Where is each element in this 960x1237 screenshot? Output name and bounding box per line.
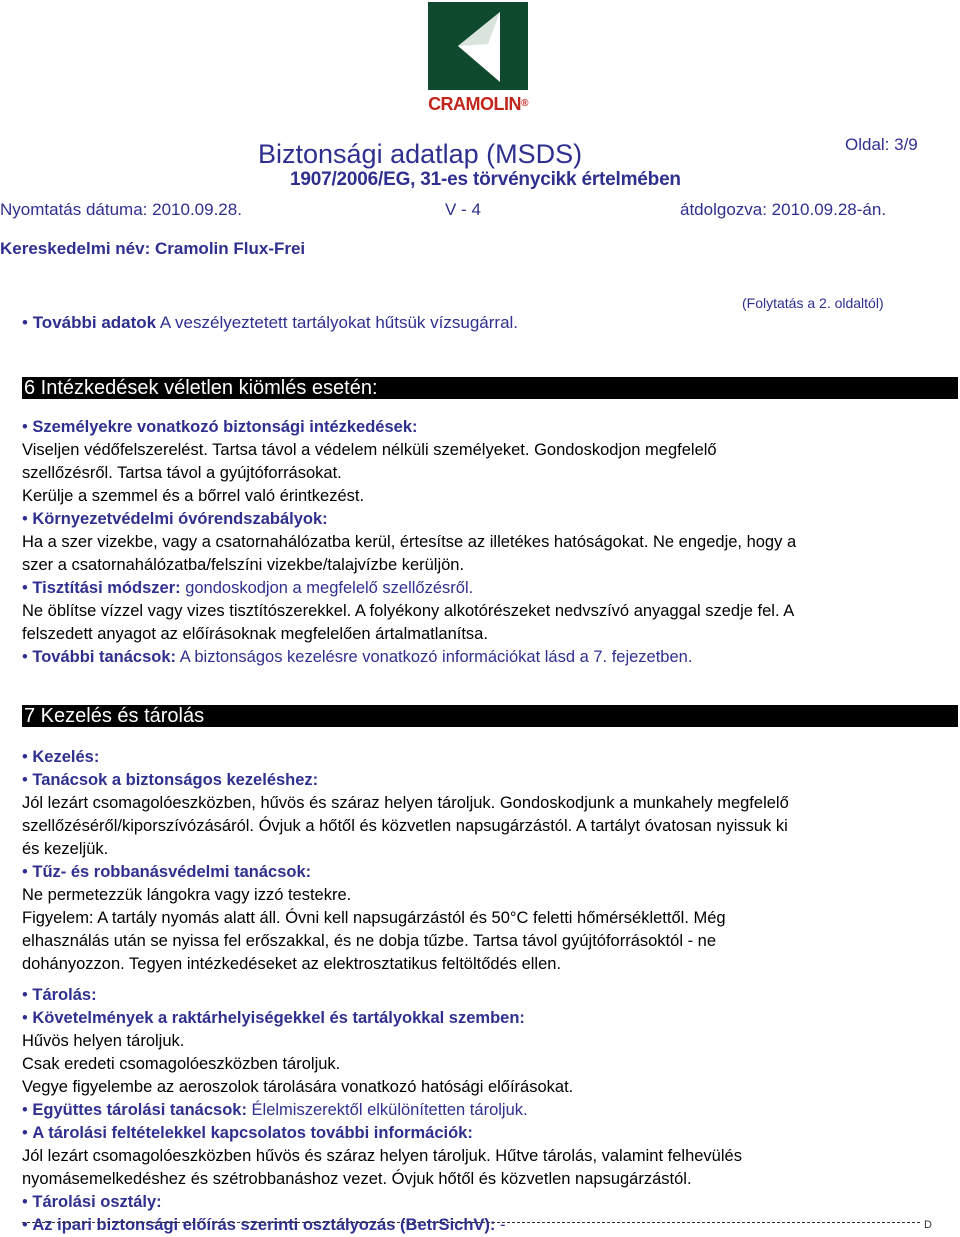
line-label: Kezelés: (32, 748, 100, 766)
bulleted-line (22, 577, 942, 600)
line-text: Ne öblítse vízzel vagy vizes tisztítószerekkel. A folyékony alkotórészeket nedvszívó anyaggal szedje fel. A (22, 602, 795, 620)
bulleted-line (22, 861, 942, 884)
bullet-icon: • (22, 1216, 33, 1234)
text-line (22, 623, 942, 646)
text-line (22, 953, 942, 976)
bulleted-line (22, 769, 942, 792)
bullet-icon: • (22, 1009, 33, 1027)
line-text: szellőzéséről/kiporszívózásáról. Óvjuk a hőtől és közvetlen napsugárzástól. A tartályt óvatosan nyissuk ki (22, 817, 788, 835)
more-data-line (22, 311, 518, 334)
section-7-body (22, 746, 942, 1237)
line-label: Tanácsok a biztonságos kezeléshez: (32, 771, 319, 789)
section-6-heading: 6 Intézkedések véletlen kiömlés esetén: (22, 377, 958, 399)
bullet-icon: • (22, 579, 33, 597)
print-date: Nyomtatás dátuma: 2010.09.28. (0, 200, 242, 219)
text-line (22, 600, 942, 623)
section-6-body (22, 416, 942, 669)
text-line (22, 1076, 942, 1099)
line-label: Követelmények a raktárhelyiségekkel és tartályokkal szemben: (32, 1009, 525, 1027)
line-text: gondoskodjon a megfelelő szellőzésről. (180, 579, 474, 597)
bulleted-line (22, 508, 942, 531)
text-line (22, 462, 942, 485)
text-line (22, 930, 942, 953)
line-text: Csak eredeti csomagolóeszközben tároljuk. (22, 1055, 341, 1073)
text-line (22, 1168, 942, 1191)
line-text: és kezeljük. (22, 840, 109, 858)
bulleted-line (22, 746, 942, 769)
revised-date: átdolgozva: 2010.09.28-án. (680, 200, 887, 219)
line-text: Kerülje a szemmel és a bőrrel való érintkezést. (22, 487, 365, 505)
line-text: Hűvös helyen tároljuk. (22, 1032, 185, 1050)
line-label: További tanácsok: (32, 648, 177, 666)
bullet-icon: • (22, 986, 33, 1004)
line-label: Együttes tárolási tanácsok: (32, 1101, 247, 1119)
line-text: elhasználás után se nyissa fel erőszakkal, és ne dobja tűzbe. Tartsa távol gyújtóforrásoktól - ne (22, 932, 716, 950)
text-line (22, 1053, 942, 1076)
text-line (22, 1030, 942, 1053)
line-text: szer a csatornahálózatba/felszíni vizekbe/talajvízbe kerüljön. (22, 556, 465, 574)
line-text: - (495, 1216, 506, 1234)
bullet-icon: • (22, 1124, 33, 1142)
line-label: Személyekre vonatkozó biztonsági intézkedések: (32, 418, 418, 436)
bulleted-line (22, 1191, 942, 1214)
line-text: Figyelem: A tartály nyomás alatt áll. Óvni kell napsugárzástól és 50°C feletti hőmérséklettől. Még (22, 909, 726, 927)
line-text: dohányozzon. Tegyen intézkedéseket az elektrosztatikus feltöltődés ellen. (22, 955, 562, 973)
bulleted-line (22, 1214, 942, 1237)
text-line (22, 1145, 942, 1168)
line-label: Tisztítási módszer: (32, 579, 181, 597)
line-label: Tárolás: (32, 986, 97, 1004)
line-text: Vegye figyelembe az aeroszolok tárolására vonatkozó hatósági előírásokat. (22, 1078, 574, 1096)
text-line (22, 531, 942, 554)
line-text: szellőzésről. Tartsa távol a gyújtóforrásokat. (22, 464, 342, 482)
line-text: Jól lezárt csomagolóeszközben hűvös és száraz helyen tároljuk. Hűtve tárolás, valamint felhevülés (22, 1147, 742, 1165)
line-text: nyomásemelkedéshez és szétrobbanáshoz vezet. Óvjuk hőtől és közvetlen napsugárzástól. (22, 1170, 692, 1188)
bullet-icon: • (22, 313, 28, 332)
bulleted-line (22, 1007, 942, 1030)
bulleted-line (22, 984, 942, 1007)
bullet-icon: • (22, 1193, 33, 1211)
page-number: Oldal: 3/9 (845, 135, 918, 154)
line-label: A tárolási feltételekkel kapcsolatos további információk: (32, 1124, 473, 1142)
line-label: Az ipari biztonsági előírás szerinti osztályozás (BetrSichV): (32, 1216, 496, 1234)
bullet-icon: • (22, 1101, 33, 1119)
footer-language-mark: D (924, 1219, 932, 1231)
line-text: A biztonságos kezelésre vonatkozó információkat lásd a 7. fejezetben. (176, 648, 693, 666)
continuation-note: (Folytatás a 2. oldaltól) (742, 295, 884, 311)
logo-wordmark: CRAMOLIN® (428, 94, 528, 114)
bulleted-line (22, 1099, 942, 1122)
more-data-text: A veszélyeztetett tartályokat hűtsük vízsugárral. (156, 313, 519, 332)
line-text: Élelmiszerektől elkülönítetten tároljuk. (246, 1101, 528, 1119)
line-text: Jól lezárt csomagolóeszközben, hűvös és száraz helyen tároljuk. Gondoskodjunk a munkahely megfelelő (22, 794, 789, 812)
bullet-icon: • (22, 510, 33, 528)
line-text: felszedett anyagot az előírásoknak megfelelően ártalmatlanítsa. (22, 625, 488, 643)
bullet-icon: • (22, 648, 33, 666)
footer-divider (22, 1222, 920, 1223)
text-line (22, 884, 942, 907)
bullet-icon: • (22, 418, 33, 436)
line-text: Viseljen védőfelszerelést. Tartsa távol a védelem nélküli személyeket. Gondoskodjon megfelelő (22, 441, 717, 459)
more-data-label: További adatok (32, 313, 157, 332)
bulleted-line (22, 646, 942, 669)
line-text: Ha a szer vizekbe, vagy a csatornahálózatba kerül, értesítse az illetékes hatóságokat. Ne engedje, hogy a (22, 533, 797, 551)
line-label: Tárolási osztály: (32, 1193, 162, 1211)
text-line (22, 838, 942, 861)
text-line (22, 485, 942, 508)
line-label: Környezetvédelmi óvórendszabályok: (32, 510, 328, 528)
version-label: V - 4 (445, 200, 481, 219)
trade-name: Kereskedelmi név: Cramolin Flux-Frei (0, 239, 306, 258)
bullet-icon: • (22, 748, 33, 766)
line-text: Ne permetezzük lángokra vagy izzó testekre. (22, 886, 352, 904)
text-line (22, 792, 942, 815)
text-line (22, 907, 942, 930)
bullet-icon: • (22, 771, 33, 789)
line-label: Tűz- és robbanásvédelmi tanácsok: (32, 863, 312, 881)
bulleted-line (22, 416, 942, 439)
text-line (22, 554, 942, 577)
text-line (22, 439, 942, 462)
document-title: Biztonsági adatlap (MSDS) (258, 139, 583, 169)
text-line (22, 815, 942, 838)
document-subtitle: 1907/2006/EG, 31-es törvénycikk értelmében (290, 169, 681, 190)
bullet-icon: • (22, 863, 33, 881)
section-7-heading: 7 Kezelés és tárolás (22, 705, 958, 727)
bulleted-line (22, 1122, 942, 1145)
